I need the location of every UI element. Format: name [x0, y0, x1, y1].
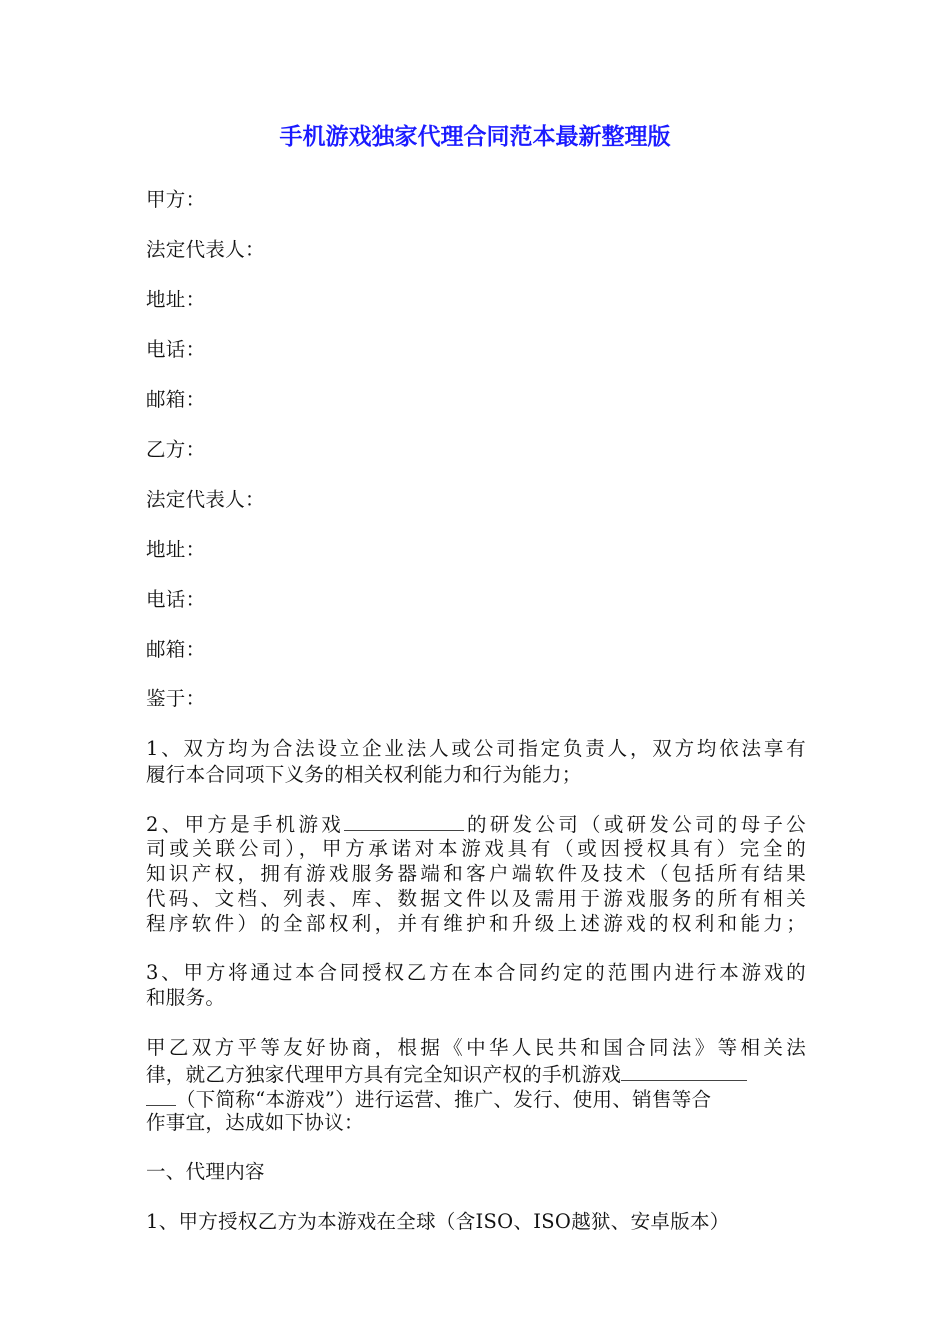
clause2-line: 程序软件）的全部权利，并有维护和升级上述游戏的权利和能力； [146, 912, 806, 935]
agreement-text-after-blank: （下简称“本游戏”）进行运营、推广、发行、使用、销售等合 [176, 1088, 712, 1111]
party-a-label: 甲方： [146, 188, 206, 211]
game-name-blank [344, 810, 464, 831]
clause2-line: 司或关联公司），甲方承诺对本游戏具有（或因授权具有）完全的 [146, 837, 806, 860]
game-name-blank [621, 1060, 747, 1081]
party-b-legal-rep: 法定代表人： [146, 488, 265, 511]
clause2-line: 代码、文档、列表、库、数据文件以及需用于游戏服务的所有相关 [146, 887, 806, 910]
party-a-phone: 电话： [146, 338, 206, 361]
clause3-line: 和服务。 [146, 986, 226, 1009]
clause1-line: 履行本合同项下义务的相关权利能力和行为能力； [146, 763, 582, 786]
party-b-phone: 电话： [146, 588, 206, 611]
party-a-legal-rep: 法定代表人： [146, 238, 265, 261]
agreement-line [146, 1085, 806, 1113]
party-a-email: 邮箱： [146, 388, 206, 411]
party-b-address: 地址： [146, 538, 206, 561]
party-b-label: 乙方： [146, 438, 206, 461]
clause2-text-after-blank: 的研发公司（或研发公司的母子公 [464, 813, 806, 836]
agreement-line: 甲乙双方平等友好协商，根据《中华人民共和国合同法》等相关法 [146, 1036, 806, 1059]
clause1-line: 1、双方均为合法设立企业法人或公司指定负责人，双方均依法享有 [146, 737, 806, 760]
clause3-line: 3、甲方将通过本合同授权乙方在本合同约定的范围内进行本游戏的 [146, 961, 806, 984]
clause2-line [146, 810, 806, 838]
document-title: 手机游戏独家代理合同范本最新整理版 [279, 124, 671, 150]
whereas-label: 鉴于： [146, 687, 206, 710]
game-name-blank-continued [146, 1085, 176, 1106]
party-b-email: 邮箱： [146, 638, 206, 661]
agreement-line: 作事宜，达成如下协议： [146, 1111, 364, 1134]
clause2-line: 知识产权，拥有游戏服务器端和客户端软件及技术（包括所有结果 [146, 862, 806, 885]
section1-item1: 1、甲方授权乙方为本游戏在全球（含ISO、ISO越狱、安卓版本） [146, 1210, 730, 1233]
agreement-text-before-blank: 律，就乙方独家代理甲方具有完全知识产权的手机游戏 [146, 1063, 622, 1086]
clause2-text-before-blank: 2、甲方是手机游戏 [146, 813, 345, 836]
party-a-address: 地址： [146, 288, 206, 311]
agreement-line [146, 1060, 806, 1088]
section1-heading: 一、代理内容 [146, 1160, 265, 1183]
